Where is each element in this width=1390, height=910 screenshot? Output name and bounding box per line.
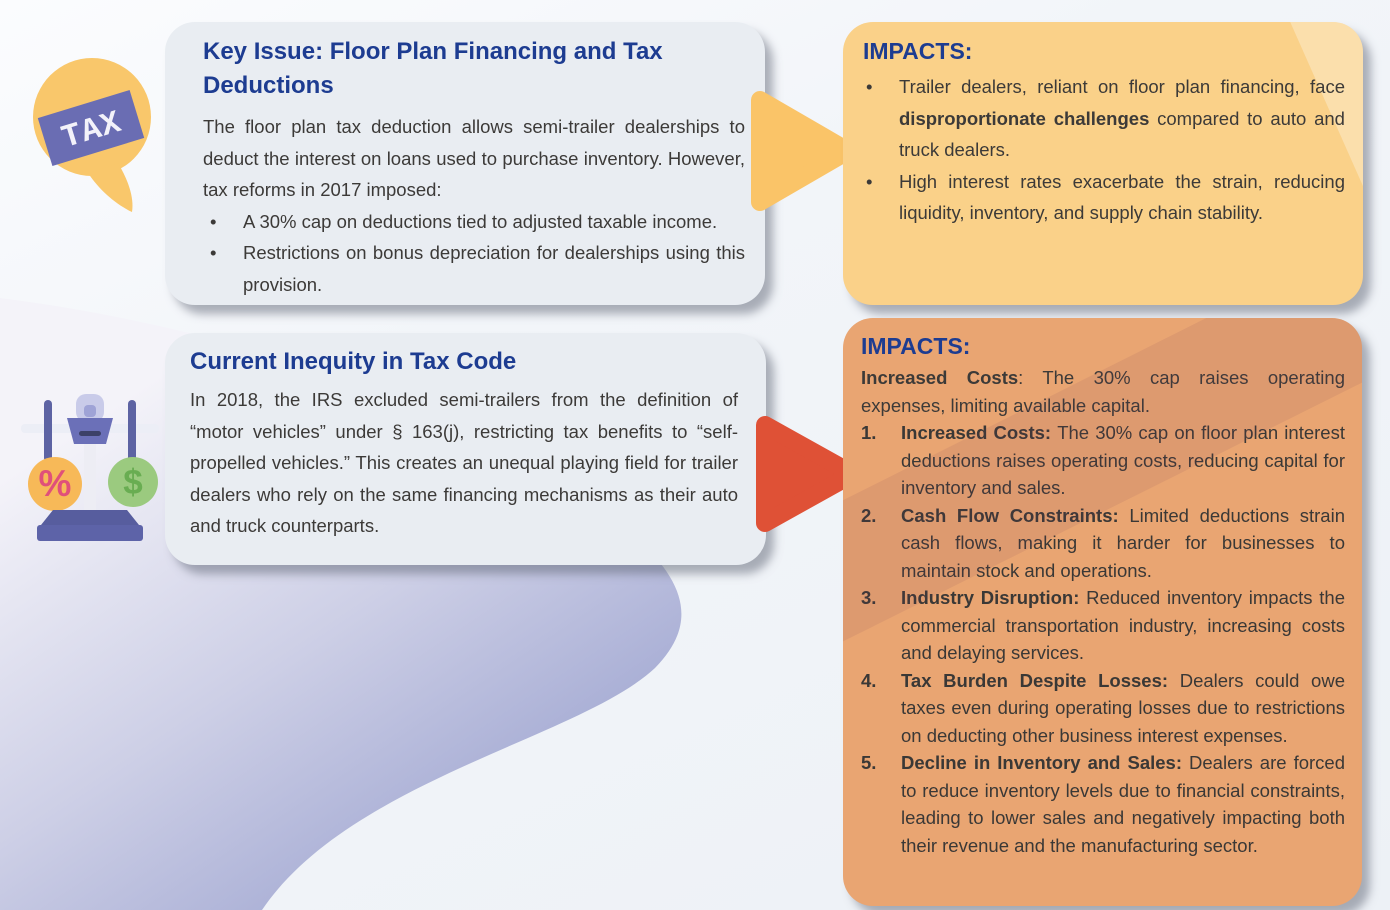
item-number: 3. xyxy=(861,587,877,608)
item-number: 1. xyxy=(861,422,877,443)
list-item xyxy=(859,166,1345,229)
bullet-dot: • xyxy=(210,210,217,232)
item-lead: Cash Flow Constraints: xyxy=(901,504,1130,526)
text-segment: Limited deductions strain cash flows, making it harder for businesses to maintain stock and operations. xyxy=(901,504,1345,581)
text-segment: compared to auto and truck dealers. xyxy=(899,107,1345,160)
item-text xyxy=(901,667,1345,750)
dollar-glyph: $ xyxy=(123,463,143,502)
key-issue-panel xyxy=(165,22,765,305)
list-item xyxy=(861,749,1345,859)
text-segment: A 30% cap on deductions tied to adjusted taxable income. xyxy=(243,210,718,232)
inequity-panel xyxy=(165,333,766,565)
percent-glyph: % xyxy=(38,463,72,504)
impacts-top-bullet-list xyxy=(859,71,1345,229)
bullet-dot: • xyxy=(866,170,873,192)
item-text xyxy=(901,749,1345,859)
text-segment: Trailer dealers, reliant on floor plan financing, face xyxy=(899,76,1345,97)
bullet-dot: • xyxy=(210,242,217,263)
balance-scale-icon xyxy=(15,390,165,550)
impacts-main-intro xyxy=(861,364,1345,419)
text-segment: The 30% cap on floor plan interest deductions raises operating costs, reducing capital for inventory and sales. xyxy=(901,422,1345,498)
impacts-top-panel xyxy=(843,22,1363,305)
text-segment: High interest rates exacerbate the strain, reducing liquidity, inventory, and supply chain stability. xyxy=(899,170,1345,223)
key-issue-title: Key Issue: Floor Plan Financing and Tax Deductions xyxy=(203,38,663,99)
item-text xyxy=(901,584,1345,667)
text-segment: Dealers are forced to reduce inventory levels due to financial constraints, leading to lower sales and negatively impacting both their revenue and the manufacturing sector. xyxy=(901,752,1345,856)
list-item xyxy=(859,71,1345,166)
text-segment: : The 30% cap raises operating expenses, limiting available capital. xyxy=(861,367,1345,416)
tax-bubble-label: TAX xyxy=(57,103,127,157)
key-issue-bullet-list xyxy=(203,206,745,301)
item-lead: Increased Costs: xyxy=(901,422,1058,443)
list-item xyxy=(861,502,1345,585)
item-lead: Industry Disruption: xyxy=(901,587,1087,608)
item-number: 2. xyxy=(861,504,877,526)
tax-bubble-icon xyxy=(22,55,172,230)
impacts-main-panel xyxy=(843,318,1362,906)
list-item xyxy=(861,419,1345,502)
inequity-body: In 2018, the IRS excluded semi-trailers from the definition of “motor vehicles” under § 163(j), restricting tax benefits to “self-propelled vehicles.” This creates an unequal playing field for trailer dealers who rely on the same financing mechanisms as their auto and truck counterparts. xyxy=(190,389,738,536)
item-text xyxy=(901,502,1345,585)
text-segment: Dealers could owe taxes even during operating losses due to restrictions on deducting other business interest expenses. xyxy=(901,669,1345,746)
item-text xyxy=(901,419,1345,502)
list-item xyxy=(861,667,1345,750)
item-lead: Decline in Inventory and Sales: xyxy=(901,752,1190,773)
list-item xyxy=(861,584,1345,667)
item-number: 5. xyxy=(861,752,877,773)
text-segment: Reduced inventory impacts the commercial transportation industry, increasing costs and delaying services. xyxy=(901,587,1345,663)
impacts-main-title: IMPACTS: xyxy=(861,333,971,359)
impacts-top-title: IMPACTS: xyxy=(863,38,973,64)
emphasized-text: Increased Costs xyxy=(861,367,1019,388)
bullet-dot: • xyxy=(866,76,873,97)
emphasized-text: disproportionate challenges xyxy=(899,107,1150,129)
list-item xyxy=(203,206,745,238)
impacts-main-numbered-list xyxy=(861,419,1345,859)
inequity-title: Current Inequity in Tax Code xyxy=(190,348,517,375)
key-issue-body: The floor plan tax deduction allows semi-trailer dealerships to deduct the interest on loans used to purchase inventory. However, tax reforms in 2017 imposed: xyxy=(203,116,745,200)
item-number: 4. xyxy=(861,669,877,691)
item-lead: Tax Burden Despite Losses: xyxy=(901,669,1180,691)
list-item xyxy=(203,237,745,300)
text-segment: Restrictions on bonus depreciation for dealerships using this provision. xyxy=(243,242,745,295)
